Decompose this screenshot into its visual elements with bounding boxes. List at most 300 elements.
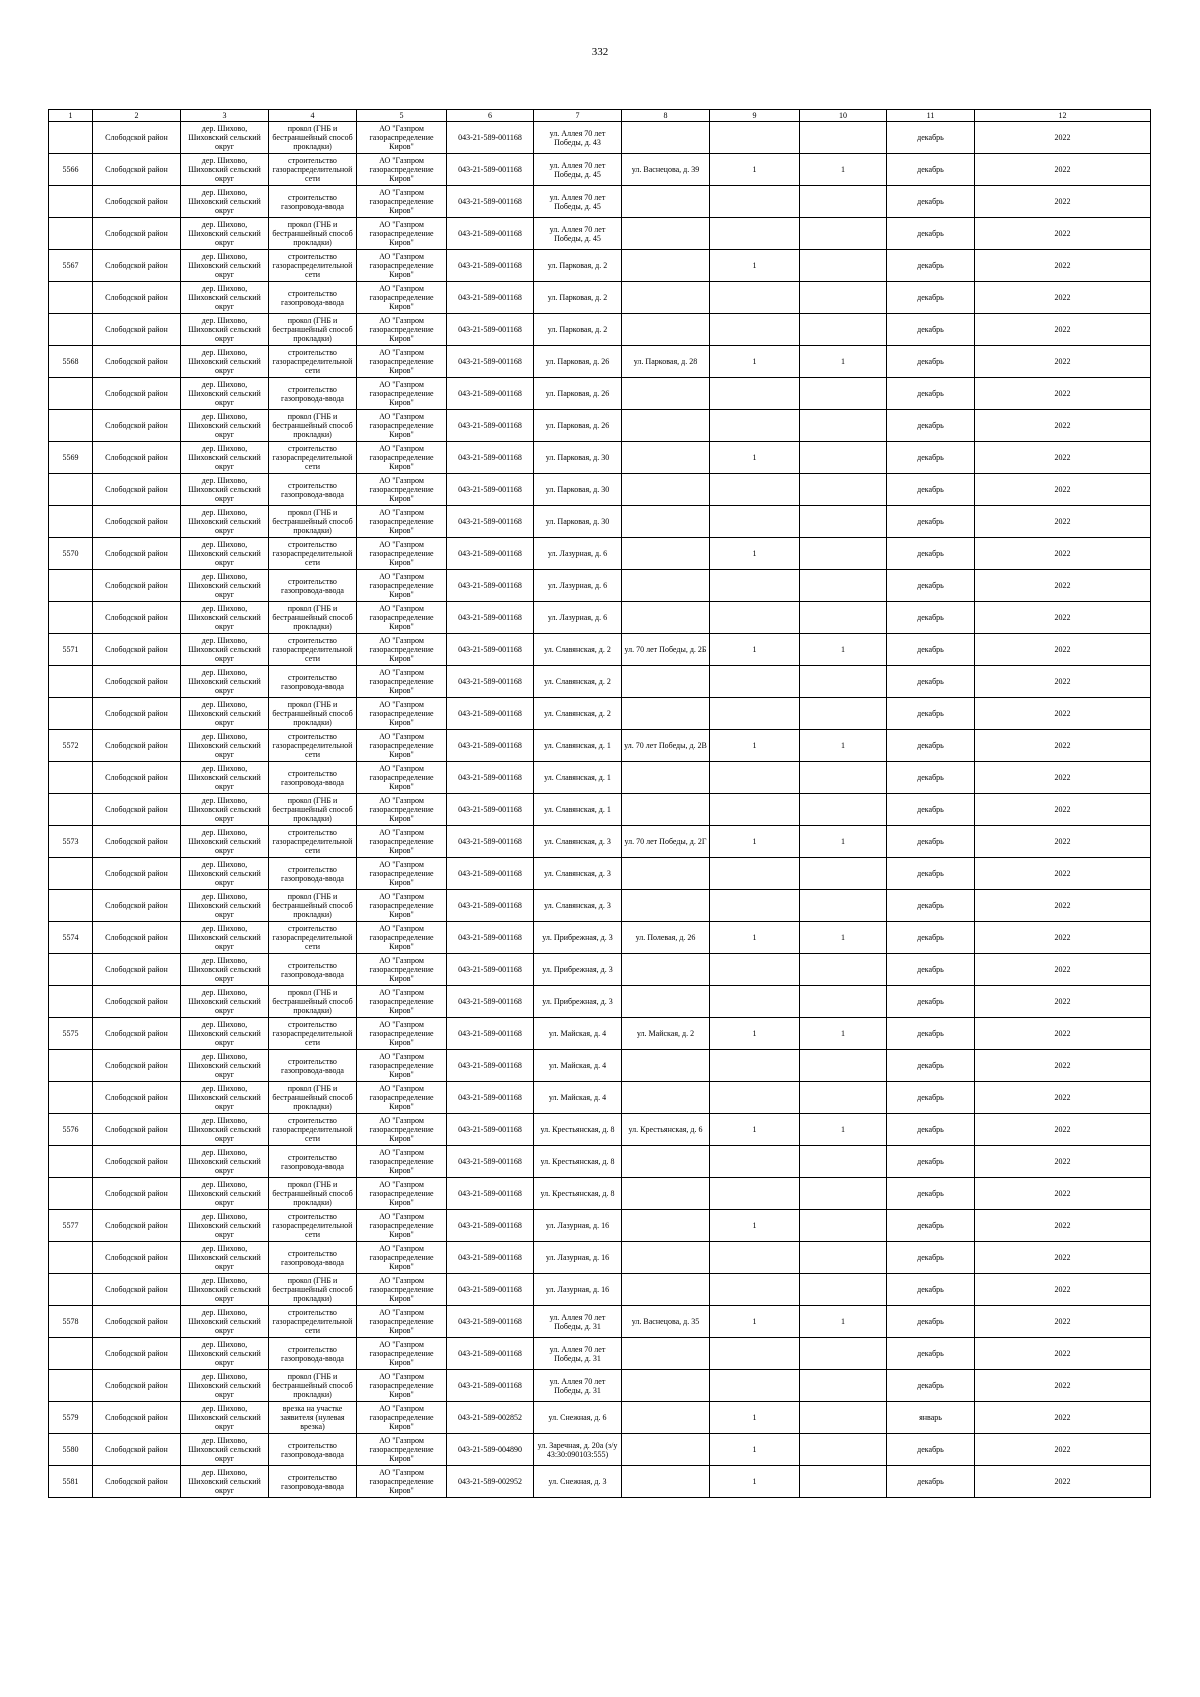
cell-text: 5572 (62, 741, 79, 750)
cell-settlement (181, 858, 269, 890)
cell-settlement (181, 378, 269, 410)
cell-text: 1 (752, 1413, 757, 1422)
cell-month (887, 858, 975, 890)
column-header-6: 6 (447, 110, 534, 122)
cell-count-b (800, 1274, 887, 1306)
cell-text: ул. Славянская, д. 1 (544, 773, 611, 782)
cell-work-type (269, 218, 357, 250)
cell-text: дер. Шихово, Шиховский сельский округ (188, 1436, 261, 1463)
cell-text: Слободской район (105, 293, 168, 302)
cell-text: 043-21-589-002852 (458, 1413, 522, 1422)
column-header-5: 5 (357, 110, 447, 122)
cell-row-number (49, 922, 93, 954)
cell-text: 043-21-589-001168 (458, 1061, 522, 1070)
cell-text: АО "Газпром газораспределение Киров" (369, 764, 434, 791)
cell-district (93, 314, 181, 346)
cell-text: строительство газопровода-ввода (281, 1440, 344, 1459)
cell-program-code (447, 762, 534, 794)
cell-row-number (49, 1210, 93, 1242)
cell-address (534, 1402, 622, 1434)
cell-address (534, 1306, 622, 1338)
cell-related-address (622, 154, 710, 186)
cell-address (534, 730, 622, 762)
cell-organization (357, 1082, 447, 1114)
cell-year (975, 730, 1151, 762)
register-table (48, 109, 1151, 1498)
cell-text: АО "Газпром газораспределение Киров" (369, 1148, 434, 1175)
cell-text: ул. Парковая, д. 2 (547, 325, 608, 334)
cell-text: 1 (841, 645, 845, 654)
cell-text: декабрь (917, 357, 944, 366)
cell-row-number (49, 250, 93, 282)
table-row (49, 890, 1151, 922)
cell-text: декабрь (917, 389, 944, 398)
cell-year (975, 698, 1151, 730)
cell-program-code (447, 1306, 534, 1338)
cell-year (975, 858, 1151, 890)
cell-text: 043-21-589-001168 (458, 1157, 522, 1166)
cell-year (975, 474, 1151, 506)
cell-text: 043-21-589-001168 (458, 197, 522, 206)
cell-address (534, 1434, 622, 1466)
cell-year (975, 1274, 1151, 1306)
table-row (49, 410, 1151, 442)
column-header-7: 7 (534, 110, 622, 122)
cell-year (975, 1306, 1151, 1338)
cell-month (887, 954, 975, 986)
cell-program-code (447, 602, 534, 634)
cell-row-number (49, 826, 93, 858)
cell-text: Слободской район (105, 453, 168, 462)
cell-text: ул. Снежная, д. 6 (548, 1413, 607, 1422)
cell-text: 2022 (1054, 709, 1071, 718)
cell-work-type (269, 250, 357, 282)
cell-district (93, 890, 181, 922)
cell-text: декабрь (917, 325, 944, 334)
cell-count-a (710, 1082, 800, 1114)
cell-text: АО "Газпром газораспределение Киров" (369, 796, 434, 823)
cell-text: Слободской район (105, 1125, 168, 1134)
cell-text: 2022 (1054, 1285, 1071, 1294)
cell-row-number (49, 378, 93, 410)
cell-text: 1 (752, 1445, 757, 1454)
cell-text: 043-21-589-001168 (458, 965, 522, 974)
cell-organization (357, 1434, 447, 1466)
cell-settlement (181, 730, 269, 762)
cell-text: ул. 70 лет Победы, д. 2Г (624, 837, 707, 846)
cell-settlement (181, 1338, 269, 1370)
cell-text: декабрь (917, 901, 944, 910)
table-row (49, 314, 1151, 346)
cell-count-b (800, 666, 887, 698)
cell-count-b (800, 1434, 887, 1466)
cell-related-address (622, 1146, 710, 1178)
cell-work-type (269, 1210, 357, 1242)
cell-text: АО "Газпром газораспределение Киров" (369, 1308, 434, 1335)
cell-text: 2022 (1054, 869, 1071, 878)
cell-text: строительство газопровода-ввода (281, 480, 344, 499)
cell-text: 2022 (1054, 197, 1071, 206)
cell-text: прокол (ГНБ и бестраншейный способ прокладки) (272, 988, 353, 1015)
cell-text: 2022 (1054, 1381, 1071, 1390)
cell-text: дер. Шихово, Шиховский сельский округ (188, 1020, 261, 1047)
cell-related-address (622, 410, 710, 442)
cell-count-a (710, 1114, 800, 1146)
cell-text: 1 (841, 1317, 845, 1326)
cell-related-address (622, 826, 710, 858)
cell-district (93, 634, 181, 666)
cell-work-type (269, 922, 357, 954)
cell-address (534, 1178, 622, 1210)
cell-month (887, 922, 975, 954)
cell-text: ул. Славянская, д. 3 (544, 869, 611, 878)
cell-text: ул. Майская, д. 4 (548, 1093, 607, 1102)
cell-text: строительство газораспределительной сети (272, 444, 353, 471)
cell-text: 2022 (1054, 549, 1071, 558)
cell-settlement (181, 1114, 269, 1146)
cell-organization (357, 1402, 447, 1434)
cell-program-code (447, 1274, 534, 1306)
cell-text: Слободской район (105, 1253, 168, 1262)
cell-count-b (800, 506, 887, 538)
cell-program-code (447, 1050, 534, 1082)
cell-text: строительство газопровода-ввода (281, 1472, 344, 1491)
cell-district (93, 1050, 181, 1082)
cell-count-b (800, 954, 887, 986)
cell-work-type (269, 346, 357, 378)
cell-district (93, 922, 181, 954)
cell-text: 2022 (1054, 1253, 1071, 1262)
cell-count-b (800, 986, 887, 1018)
cell-settlement (181, 698, 269, 730)
cell-program-code (447, 1082, 534, 1114)
cell-month (887, 1402, 975, 1434)
cell-text: строительство газопровода-ввода (281, 1248, 344, 1267)
column-header-1: 1 (49, 110, 93, 122)
cell-address (534, 1370, 622, 1402)
cell-text: 043-21-589-001168 (458, 677, 522, 686)
cell-text: прокол (ГНБ и бестраншейный способ прокладки) (272, 1084, 353, 1111)
cell-text: 2022 (1054, 997, 1071, 1006)
cell-program-code (447, 410, 534, 442)
cell-program-code (447, 1146, 534, 1178)
cell-address (534, 154, 622, 186)
cell-related-address (622, 1402, 710, 1434)
cell-organization (357, 154, 447, 186)
cell-district (93, 1210, 181, 1242)
cell-row-number (49, 794, 93, 826)
cell-district (93, 1146, 181, 1178)
cell-text: 1 (752, 1221, 757, 1230)
cell-program-code (447, 1434, 534, 1466)
cell-organization (357, 122, 447, 154)
cell-text: дер. Шихово, Шиховский сельский округ (188, 1468, 261, 1495)
cell-month (887, 762, 975, 794)
cell-text: 5577 (62, 1221, 79, 1230)
cell-text: декабрь (917, 1061, 944, 1070)
cell-work-type (269, 730, 357, 762)
cell-program-code (447, 1402, 534, 1434)
cell-count-a (710, 1146, 800, 1178)
cell-text: декабрь (917, 965, 944, 974)
cell-organization (357, 474, 447, 506)
cell-organization (357, 922, 447, 954)
cell-text: 1 (752, 261, 757, 270)
table-row (49, 1178, 1151, 1210)
cell-text: АО "Газпром газораспределение Киров" (369, 668, 434, 695)
cell-organization (357, 378, 447, 410)
cell-settlement (181, 1466, 269, 1498)
cell-text: декабрь (917, 517, 944, 526)
cell-month (887, 442, 975, 474)
cell-text: АО "Газпром газораспределение Киров" (369, 1372, 434, 1399)
table-body (49, 122, 1151, 1498)
cell-text: дер. Шихово, Шиховский сельский округ (188, 924, 261, 951)
cell-count-a (710, 730, 800, 762)
cell-program-code (447, 1178, 534, 1210)
cell-text: дер. Шихово, Шиховский сельский округ (188, 796, 261, 823)
cell-text: ул. Лазурная, д. 6 (547, 613, 608, 622)
cell-count-a (710, 1402, 800, 1434)
cell-organization (357, 1114, 447, 1146)
cell-text: АО "Газпром газораспределение Киров" (369, 412, 434, 439)
cell-text: Слободской район (105, 1157, 168, 1166)
cell-address (534, 1050, 622, 1082)
cell-month (887, 154, 975, 186)
cell-program-code (447, 378, 534, 410)
cell-organization (357, 1146, 447, 1178)
cell-organization (357, 1242, 447, 1274)
cell-related-address (622, 858, 710, 890)
cell-district (93, 698, 181, 730)
cell-related-address (622, 474, 710, 506)
cell-year (975, 1082, 1151, 1114)
cell-text: строительство газопровода-ввода (281, 1152, 344, 1171)
cell-text: 5573 (62, 837, 79, 846)
cell-text: строительство газопровода-ввода (281, 672, 344, 691)
cell-text: ул. Майская, д. 4 (548, 1029, 607, 1038)
column-header-10: 10 (800, 110, 887, 122)
cell-work-type (269, 1114, 357, 1146)
cell-text: 043-21-589-001168 (458, 1189, 522, 1198)
cell-text: ул. 70 лет Победы, д. 2В (624, 741, 707, 750)
table-row (49, 154, 1151, 186)
cell-text: Слободской район (105, 165, 168, 174)
cell-month (887, 1338, 975, 1370)
cell-text: ул. Аллея 70 лет Победы, д. 43 (549, 128, 606, 147)
cell-month (887, 410, 975, 442)
cell-organization (357, 1338, 447, 1370)
column-header-11: 11 (887, 110, 975, 122)
cell-year (975, 346, 1151, 378)
table-row (49, 634, 1151, 666)
cell-row-number (49, 666, 93, 698)
cell-related-address (622, 442, 710, 474)
cell-organization (357, 1306, 447, 1338)
cell-organization (357, 762, 447, 794)
cell-count-a (710, 922, 800, 954)
cell-text: ул. Крестьянская, д. 8 (540, 1125, 615, 1134)
cell-text: строительство газораспределительной сети (272, 732, 353, 759)
cell-text: прокол (ГНБ и бестраншейный способ прокладки) (272, 796, 353, 823)
cell-address (534, 1242, 622, 1274)
cell-text: дер. Шихово, Шиховский сельский округ (188, 476, 261, 503)
cell-program-code (447, 1018, 534, 1050)
cell-count-b (800, 762, 887, 794)
cell-text: Слободской район (105, 805, 168, 814)
cell-text: 1 (752, 837, 757, 846)
cell-settlement (181, 346, 269, 378)
cell-text: ул. Парковая, д. 30 (545, 517, 610, 526)
cell-count-b (800, 858, 887, 890)
cell-month (887, 634, 975, 666)
cell-text: дер. Шихово, Шиховский сельский округ (188, 252, 261, 279)
cell-text: 2022 (1054, 325, 1071, 334)
cell-address (534, 122, 622, 154)
cell-count-b (800, 634, 887, 666)
cell-program-code (447, 442, 534, 474)
cell-count-b (800, 1402, 887, 1434)
cell-month (887, 1146, 975, 1178)
cell-month (887, 1018, 975, 1050)
cell-work-type (269, 602, 357, 634)
cell-text: Слободской район (105, 1349, 168, 1358)
cell-text: ул. Славянская, д. 1 (544, 805, 611, 814)
cell-month (887, 1210, 975, 1242)
cell-count-a (710, 410, 800, 442)
cell-related-address (622, 1242, 710, 1274)
cell-text: дер. Шихово, Шиховский сельский округ (188, 508, 261, 535)
cell-related-address (622, 538, 710, 570)
cell-text: 043-21-589-001168 (458, 741, 522, 750)
cell-count-a (710, 218, 800, 250)
cell-count-b (800, 186, 887, 218)
cell-address (534, 1466, 622, 1498)
cell-related-address (622, 730, 710, 762)
cell-count-b (800, 1114, 887, 1146)
cell-settlement (181, 282, 269, 314)
cell-count-a (710, 1306, 800, 1338)
cell-month (887, 1306, 975, 1338)
cell-text: 2022 (1054, 773, 1071, 782)
table-row (49, 602, 1151, 634)
cell-year (975, 218, 1151, 250)
cell-district (93, 570, 181, 602)
cell-text: Слободской район (105, 709, 168, 718)
cell-organization (357, 602, 447, 634)
cell-text: прокол (ГНБ и бестраншейный способ прокладки) (272, 412, 353, 439)
cell-text: декабрь (917, 1157, 944, 1166)
cell-text: Слободской район (105, 1061, 168, 1070)
cell-organization (357, 794, 447, 826)
cell-count-b (800, 602, 887, 634)
cell-text: 2022 (1054, 421, 1071, 430)
cell-count-a (710, 1178, 800, 1210)
cell-text: 2022 (1054, 261, 1071, 270)
cell-organization (357, 538, 447, 570)
cell-text: 043-21-589-001168 (458, 421, 522, 430)
cell-text: Слободской район (105, 357, 168, 366)
cell-text: 2022 (1054, 613, 1071, 622)
column-header-12: 12 (975, 110, 1151, 122)
cell-address (534, 410, 622, 442)
cell-text: декабрь (917, 197, 944, 206)
cell-text: дер. Шихово, Шиховский сельский округ (188, 828, 261, 855)
cell-row-number (49, 1082, 93, 1114)
cell-month (887, 1242, 975, 1274)
cell-text: АО "Газпром газораспределение Киров" (369, 444, 434, 471)
cell-year (975, 794, 1151, 826)
cell-program-code (447, 794, 534, 826)
cell-settlement (181, 1306, 269, 1338)
cell-count-a (710, 1434, 800, 1466)
cell-text: дер. Шихово, Шиховский сельский округ (188, 124, 261, 151)
cell-text: строительство газораспределительной сети (272, 636, 353, 663)
cell-month (887, 474, 975, 506)
cell-text: дер. Шихово, Шиховский сельский округ (188, 444, 261, 471)
cell-text: 1 (752, 1029, 757, 1038)
cell-program-code (447, 154, 534, 186)
cell-settlement (181, 762, 269, 794)
cell-text: 043-21-589-001168 (458, 901, 522, 910)
table-row (49, 346, 1151, 378)
cell-related-address (622, 314, 710, 346)
cell-text: 043-21-589-001168 (458, 613, 522, 622)
table-row (49, 378, 1151, 410)
cell-month (887, 1082, 975, 1114)
cell-text: 2022 (1054, 1413, 1071, 1422)
cell-text: дер. Шихово, Шиховский сельский округ (188, 668, 261, 695)
cell-text: ул. Снежная, д. 3 (548, 1477, 607, 1486)
table-row (49, 1338, 1151, 1370)
cell-year (975, 666, 1151, 698)
cell-year (975, 1402, 1151, 1434)
cell-text: Слободской район (105, 1285, 168, 1294)
table-row (49, 1082, 1151, 1114)
cell-month (887, 538, 975, 570)
cell-text: декабрь (917, 869, 944, 878)
cell-text: АО "Газпром газораспределение Киров" (369, 1052, 434, 1079)
cell-count-a (710, 1210, 800, 1242)
cell-text: прокол (ГНБ и бестраншейный способ прокладки) (272, 700, 353, 727)
cell-text: АО "Газпром газораспределение Киров" (369, 348, 434, 375)
cell-count-a (710, 570, 800, 602)
cell-text: 043-21-589-001168 (458, 933, 522, 942)
cell-text: декабрь (917, 741, 944, 750)
cell-related-address (622, 1466, 710, 1498)
cell-count-b (800, 1146, 887, 1178)
cell-district (93, 154, 181, 186)
table-row (49, 762, 1151, 794)
cell-related-address (622, 122, 710, 154)
cell-year (975, 1146, 1151, 1178)
cell-related-address (622, 282, 710, 314)
cell-count-b (800, 378, 887, 410)
cell-text: прокол (ГНБ и бестраншейный способ прокладки) (272, 220, 353, 247)
cell-address (534, 858, 622, 890)
cell-text: декабрь (917, 1477, 944, 1486)
table-row (49, 858, 1151, 890)
cell-text: 1 (752, 741, 757, 750)
cell-text: 2022 (1054, 1125, 1071, 1134)
cell-work-type (269, 1466, 357, 1498)
cell-related-address (622, 762, 710, 794)
cell-text: декабрь (917, 997, 944, 1006)
cell-district (93, 602, 181, 634)
cell-year (975, 122, 1151, 154)
cell-program-code (447, 122, 534, 154)
cell-text: 1 (752, 645, 757, 654)
